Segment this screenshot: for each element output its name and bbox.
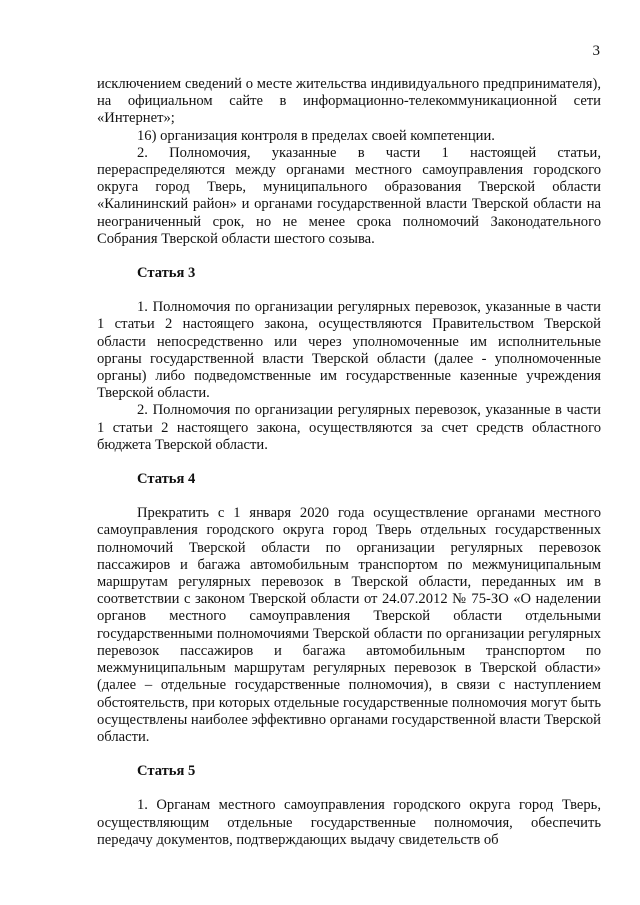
paragraph-sole-proprietor-info: исключением сведений о месте жительства индивидуального предпринимателя), на официальном сайте в информационно-телекоммуникационной сети «Интернет»;: [97, 76, 601, 127]
document-body: [97, 76, 601, 849]
paragraph-article2-part2: 2. Полномочия, указанные в части 1 настоящей статьи, перераспределяются между органами местного самоуправления городского округа город Тверь, муниципального образования Тверской области «Калининский район» и органами государственной власти Тверской области на неограниченный срок, но не менее срока полномочий Законодательного Собрания Тверской области шестого созыва.: [97, 144, 601, 247]
heading-article-3: Статья 3: [137, 265, 196, 282]
page-number: 3: [592, 43, 600, 59]
paragraph-item-16: 16) организация контроля в пределах своей компетенции.: [137, 127, 495, 144]
heading-article-5: Статья 5: [137, 763, 196, 780]
heading-article-4: Статья 4: [137, 471, 196, 488]
paragraph-article4: Прекратить с 1 января 2020 года осуществление органами местного самоуправления городского округа город Тверь отдельных государственных полномочий Тверской области по организации регулярных перевозок пассажиров и багажа автомобильным транспортом по межмуниципальным маршрутам регулярных перевозок в Тверской области, переданных им в соответствии с законом Тверской области от 24.07.2012 № 75-ЗО «О наделении органов местного самоуправления Тверской области отдельными государственными полномочиями Тверской области по организации регулярных перевозок пассажиров и багажа автомобильным транспортом по межмуниципальным маршрутам регулярных перевозок в Тверской области» (далее – отдельные государственные полномочия), в связи с наступлением обстоятельств, при которых отдельные государственные полномочия могут быть осуществлены наиболее эффективно органами государственной власти Тверской области.: [97, 505, 601, 745]
paragraph-article3-part2: 2. Полномочия по организации регулярных перевозок, указанные в части 1 статьи 2 настоящего закона, осуществляются за счет средств областного бюджета Тверской области.: [97, 402, 601, 453]
paragraph-article5-part1: 1. Органам местного самоуправления городского округа город Тверь, осуществляющим отдельные государственные полномочия, обеспечить передачу документов, подтверждающих выдачу свидетельств об: [97, 797, 601, 848]
paragraph-article3-part1: 1. Полномочия по организации регулярных перевозок, указанные в части 1 статьи 2 настоящего закона, осуществляются Правительством Тверской области непосредственно или через уполномоченные им исполнительные органы государственной власти Тверской области (далее - уполномоченные органы) либо подведомственные им государственные казенные учреждения Тверской области.: [97, 299, 601, 402]
